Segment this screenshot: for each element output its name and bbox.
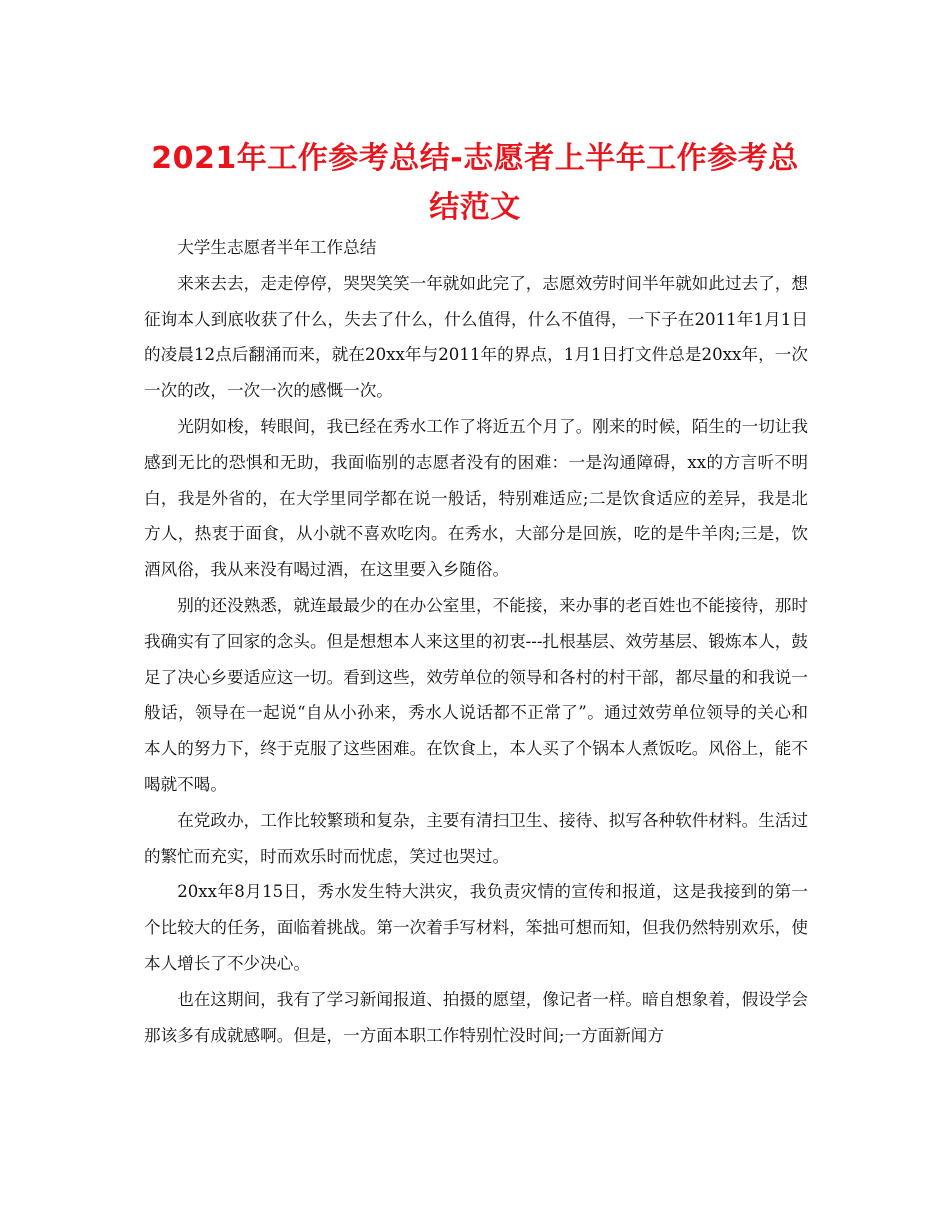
paragraph-subtitle: 大学生志愿者半年工作总结: [177, 238, 377, 257]
paragraph: 光阴如梭，转眼间，我已经在秀水工作了将近五个月了。刚来的时候，陌生的一切让我感到无比的恐惧和无助，我面临别的志愿者没有的困难：一是沟通障碍，xx的方言听不明白，我是外省的，在大学里同学都在说一般话，特别难适应;二是饮食适应的差异，我是北方人，热衷于面食，从小就不喜欢吃肉。在秀水，大部分是回族，吃的是牛羊肉;三是，饮酒风俗，我从来没有喝过酒，在这里要入乡随俗。: [144, 416, 808, 580]
paragraph: 别的还没熟悉，就连最最少的在办公室里，不能接，来办事的老百姓也不能接待，那时我确实有了回家的念头。但是想想本人来这里的初衷---扎根基层、效劳基层、锻炼本人，鼓足了决心乡要适应这一切。看到这些，效劳单位的领导和各村的村干部，都尽量的和我说一般话，领导在一起说“自从小孙来，秀水人说话都不正常了”。通过效劳单位领导的关心和本人的努力下，终于克服了这些困难。在饮食上，本人买了个锅本人煮饭吃。风俗上，能不喝就不喝。: [144, 595, 808, 794]
paragraph: 20xx年8月15日，秀水发生特大洪灾，我负责灾情的宣传和报道，这是我接到的第一个比较大的任务，面临着挑战。第一次着手写材料，笨拙可想而知，但我仍然特别欢乐，使本人增长了不少决心。: [144, 882, 808, 973]
document-body: [144, 230, 808, 1053]
paragraph: 来来去去，走走停停，哭哭笑笑一年就如此完了，志愿效劳时间半年就如此过去了，想征询本人到底收获了什么，失去了什么，什么值得，什么不值得，一下子在2011年1月1日的凌晨12点后翻涌而来，就在20xx年与2011年的界点，1月1日打文件总是20xx年，一次一次的改，一次一次的感慨一次。: [144, 273, 808, 401]
paragraph: 也在这期间，我有了学习新闻报道、拍摄的愿望，像记者一样。暗自想象着，假设学会那该多有成就感啊。但是，一方面本职工作特别忙没时间;一方面新闻方: [144, 989, 808, 1045]
paragraph: 在党政办，工作比较繁琐和复杂，主要有清扫卫生、接待、拟写各种软件材料。生活过的繁忙而充实，时而欢乐时而忧虑，笑过也哭过。: [144, 810, 808, 866]
document-title: 2021年工作参考总结-志愿者上半年工作参考总结范文: [151, 141, 799, 225]
